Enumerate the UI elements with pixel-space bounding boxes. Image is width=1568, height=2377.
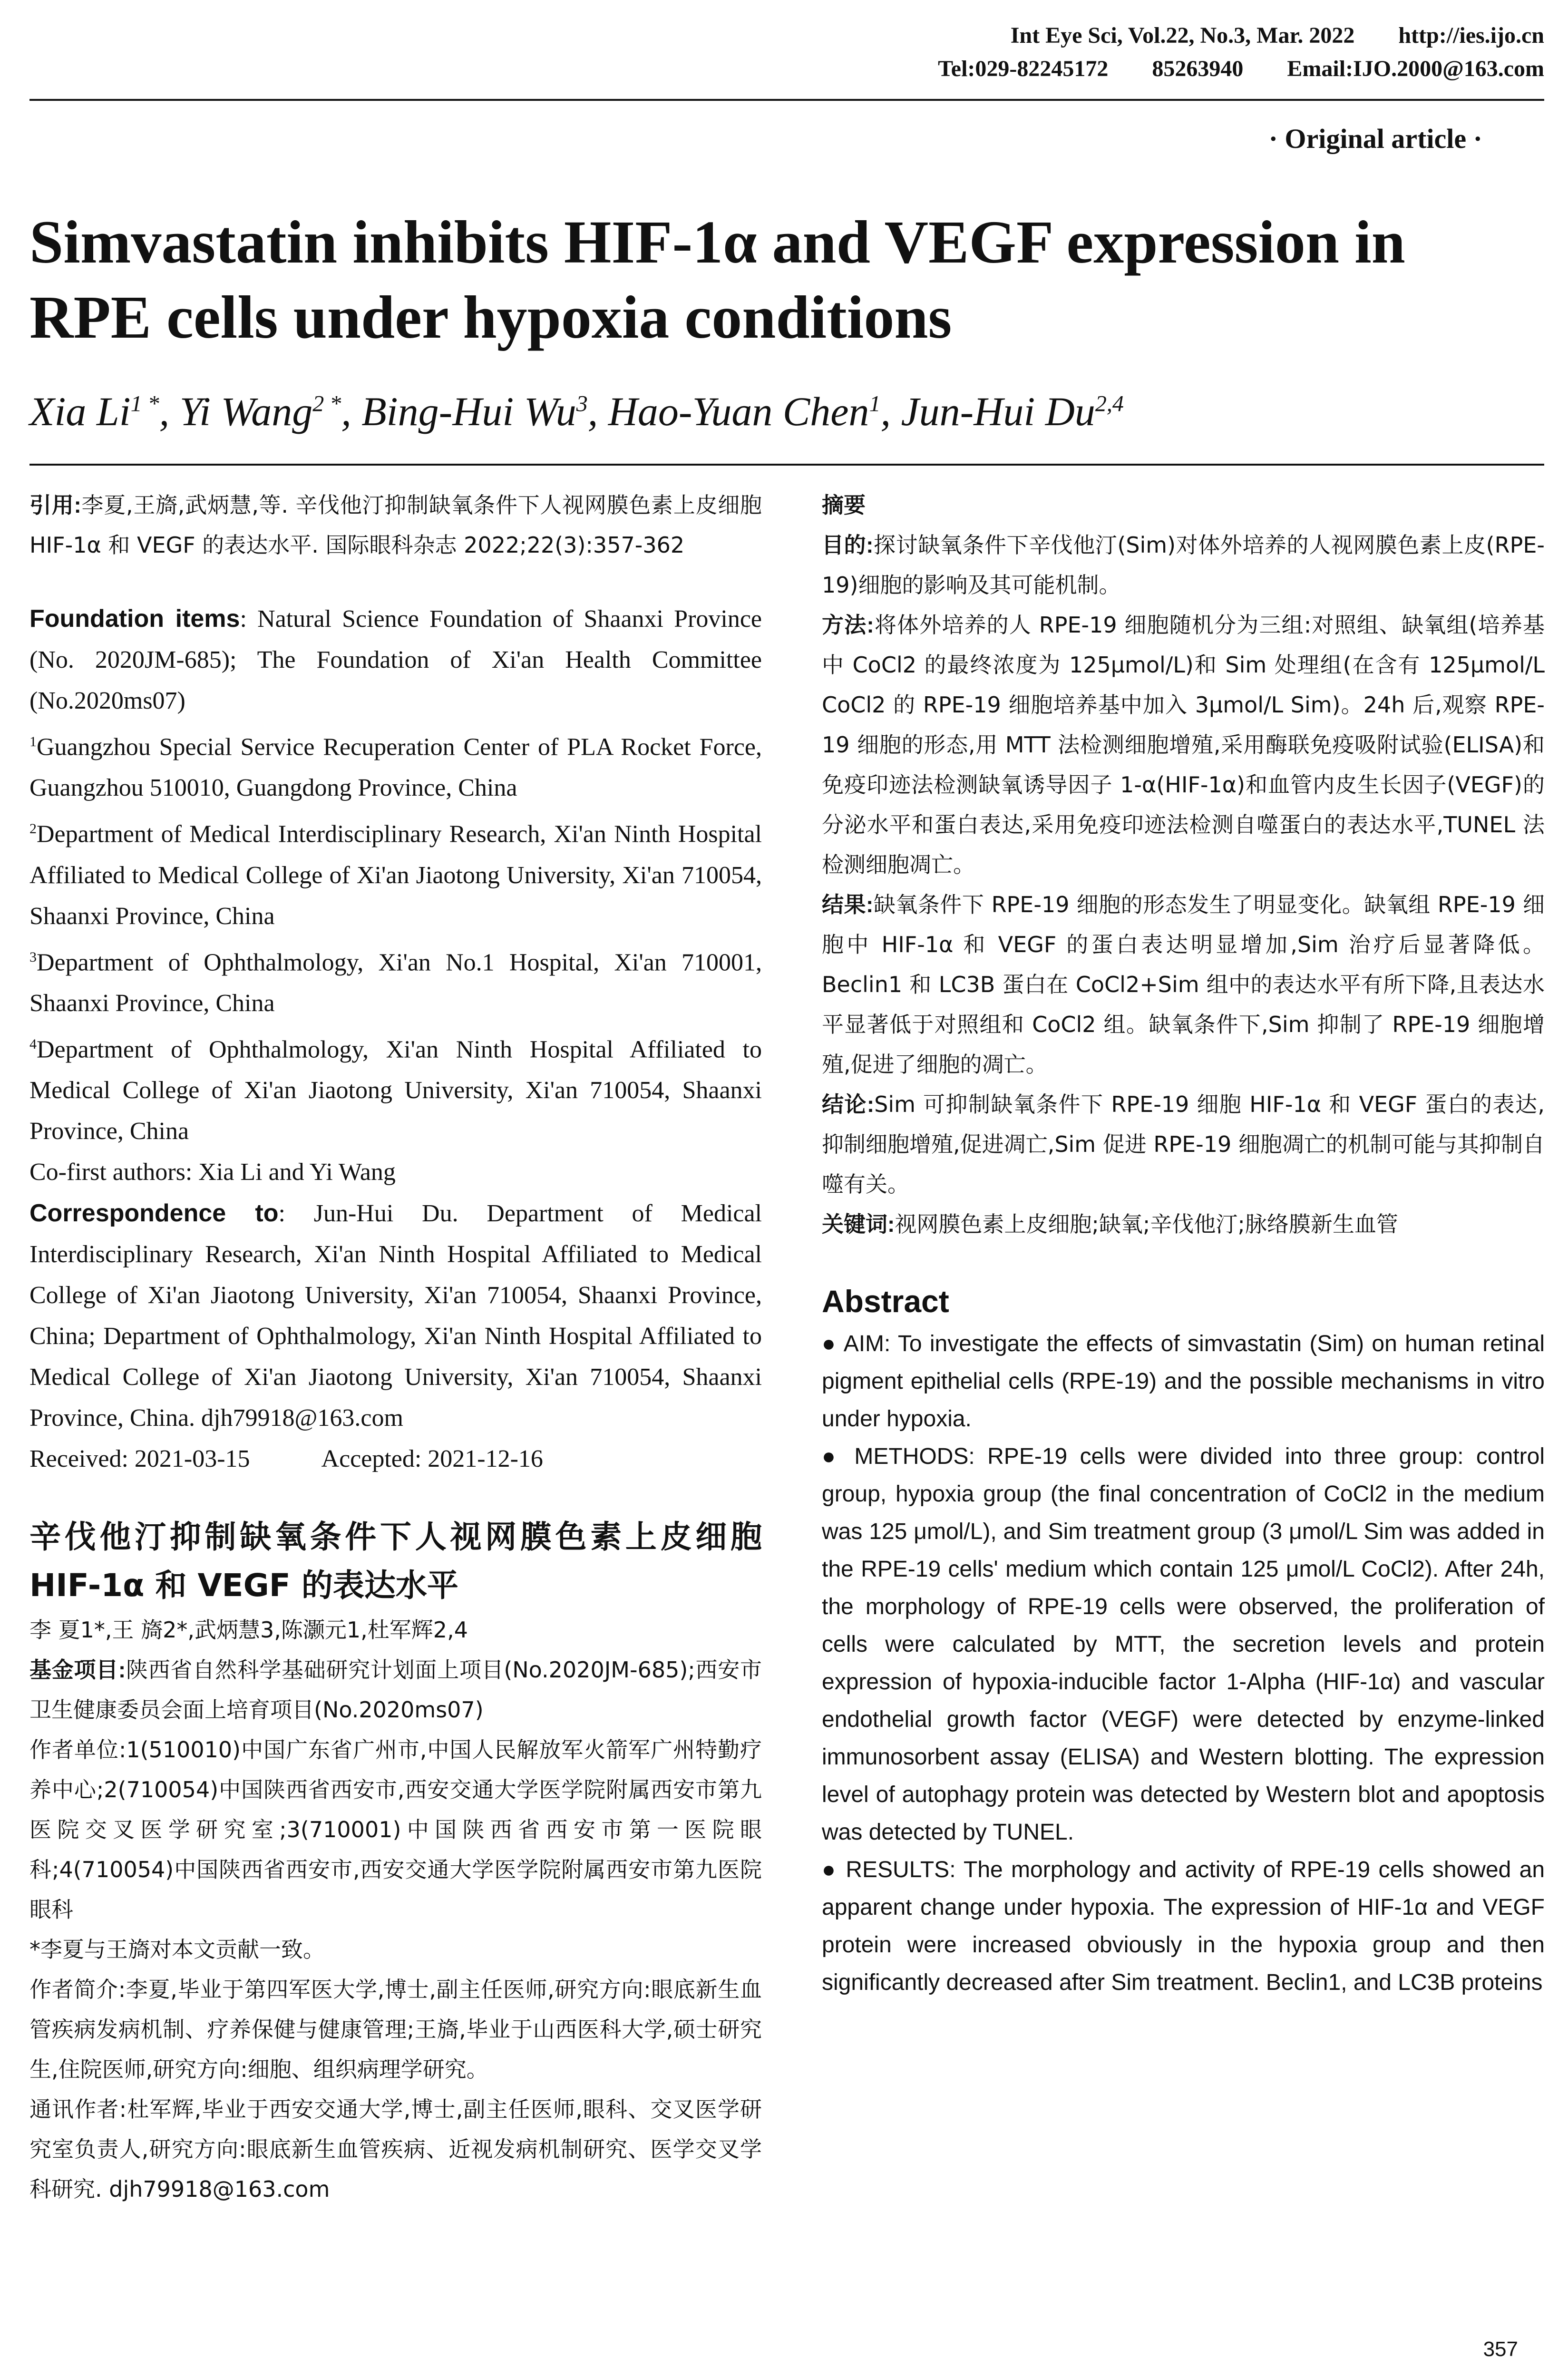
foundation-label: Foundation items — [29, 605, 240, 633]
cn-results-text: 缺氧条件下 RPE-19 细胞的形态发生了明显变化。缺氧组 RPE-19 细胞中 HIF-1α 和 VEGF 的蛋白表达明显增加,Sim 治疗后显著降低。Beclin1 和 LC3B 蛋白在 CoCl2+Sim 组中的表达水平有所下降,且表达水平显著低于对照组和 CoCl2 组。缺氧条件下,Sim 抑制了 RPE-19 细胞增殖,促进了细胞的凋亡。 — [822, 892, 1545, 1077]
author-list: Xia $Li^{1 *}$, Yi Wang$^{2 *}$, Bing-Hui Wu$^3$, Hao-Yuan Chen$^1$, Jun-Hui Du$^{2,4}$ — [29, 389, 1124, 434]
abstract-aim — [822, 1325, 1545, 1438]
affil-text: Guangzhou Special Service Recuperation Center of PLA Rocket Force, Guangzhou 510010, Guangdong Province, China — [29, 733, 762, 802]
affil-sup: 2 — [29, 821, 37, 837]
author-name: Hao-Yuan Chen — [608, 389, 869, 434]
cn-keywords-label: 关键词: — [822, 1212, 895, 1237]
authors-rule — [29, 464, 1544, 466]
dates-row — [29, 1439, 762, 1480]
citation-label: 引用: — [29, 493, 81, 517]
results-text: : The morphology and activity of RPE-19 cells showed an apparent change under hypoxia. The expression of HIF-1α and VEGF protein were increased obviously in the hypoxia group and then significantly decreased after Sim treatment. Beclin1, and LC3B proteins — [822, 1857, 1545, 1995]
affil-text: Department of Ophthalmology, Xi'an Ninth Hospital Affiliated to Medical College of Xi'an Jiaotong University, Xi'an 710054, Shaanxi Province, China — [29, 1036, 762, 1145]
author-sup: 2 * — [312, 391, 341, 417]
cn-conclusion-label: 结论: — [822, 1092, 875, 1117]
cn-keywords — [822, 1204, 1545, 1244]
cn-objective-label: 目的: — [822, 533, 874, 557]
cn-objective-text: 探讨缺氧条件下辛伐他汀(Sim)对体外培养的人视网膜色素上皮(RPE-19)细胞的影响及其可能机制。 — [822, 532, 1545, 598]
page-number: 357 — [1483, 2338, 1518, 2361]
correspondence — [29, 1193, 762, 1439]
journal-tel2: 85263940 — [1152, 56, 1244, 81]
right-column — [822, 485, 1545, 2001]
author-name: Jun-Hui Du — [901, 389, 1095, 434]
affil-sup: 4 — [29, 1036, 37, 1052]
cn-funding-label: 基金项目: — [29, 1657, 126, 1683]
citation — [29, 485, 762, 565]
cn-funding — [29, 1650, 762, 1730]
journal-email[interactable]: Email:IJO.2000@163.com — [1287, 56, 1544, 81]
correspondence-label: Correspondence to — [29, 1199, 279, 1227]
cn-authors: 李 夏1*,王 旖2*,武炳慧3,陈灏元1,杜军辉2,4 — [29, 1617, 468, 1643]
methods-label: ● METHODS — [822, 1444, 969, 1469]
journal-tel: Tel:029-82245172 — [938, 56, 1109, 81]
cn-keywords-text: 视网膜色素上皮细胞;缺氧;辛伐他汀;脉络膜新生血管 — [895, 1211, 1398, 1237]
journal-citation: Int Eye Sci, Vol.22, No.3, Mar. 2022 — [1010, 23, 1355, 48]
affil-sup: 3 — [29, 949, 37, 965]
abstract-heading: Abstract — [822, 1284, 949, 1319]
affiliation — [29, 937, 762, 1024]
aim-text: : To investigate the effects of simvastatin (Sim) on human retinal pigment epithelial cells (RPE-19) and the possible mechanisms in vitro under hypoxia. — [822, 1331, 1545, 1432]
affil-text: Department of Ophthalmology, Xi'an No.1 Hospital, Xi'an 710001, Shaanxi Province, China — [29, 948, 762, 1017]
cn-methods — [822, 605, 1545, 885]
affiliation — [29, 1024, 762, 1152]
cn-results-label: 结果: — [822, 892, 874, 917]
article-title: Simvastatin inhibits HIF-1α and VEGF expression in RPE cells under hypoxia conditions — [29, 208, 1405, 351]
author-sup: 1 — [869, 391, 881, 417]
affil-text: Department of Medical Interdisciplinary Research, Xi'an Ninth Hospital Affiliated to Medical College of Xi'an Jiaotong University, Xi'an 710054, Shaanxi Province, China — [29, 820, 762, 930]
methods-text: : RPE-19 cells were divided into three group: control group, hypoxia group (the final concentration of CoCl2 in the medium was 125 μmol/L), and Sim treatment group (3 μmol/L Sim was added in the RPE-19 cells' medium which contain 125 μmol/L CoCl2). After 24h, the morphology of RPE-19 cells were observed, the proliferation of cells were calculated by MTT, the secretion levels and protein expression of hypoxia-inducible factor 1-Alpha (HIF-1α) and vascular endothelial growth factor (VEGF) were detected by enzyme-linked immunosorbent assay (ELISA) and Western blotting. The expression level of autophagy protein was detected by Western blot and apoptosis was detected by TUNEL. — [822, 1444, 1545, 1845]
journal-header — [938, 19, 1544, 86]
author-name: Xia Li — [29, 389, 131, 434]
cn-methods-label: 方法: — [822, 613, 874, 637]
header-rule — [29, 99, 1544, 101]
accepted-date: Accepted: 2021-12-16 — [321, 1445, 543, 1473]
cofirst-authors: Co-first authors: Xia Li and Yi Wang — [29, 1159, 396, 1186]
citation-text: 李夏,王旖,武炳慧,等. 辛伐他汀抑制缺氧条件下人视网膜色素上皮细胞 HIF-1α 和 VEGF 的表达水平. 国际眼科杂志 2022;22(3):357-362 — [29, 492, 762, 558]
cn-conclusion — [822, 1084, 1545, 1204]
cn-methods-text: 将体外培养的人 RPE-19 细胞随机分为三组:对照组、缺氧组(培养基中 CoCl2 的最终浓度为 125μmol/L)和 Sim 处理组(在含有 125μmol/L CoCl2 的 RPE-19 细胞培养基中加入 3μmol/L Sim)。24h 后,观察 RPE-19 细胞的形态,用 MTT 法检测细胞增殖,采用酶联免疫吸附试验(ELISA)和免疫印迹法检测缺氧诱导因子 1-α(HIF-1α)和血管内皮生长因子(VEGF)的分泌水平和蛋白表达,采用免疫印迹法检测自噬蛋白的表达水平,TUNEL 法检测细胞凋亡。 — [822, 612, 1545, 877]
abstract-results — [822, 1851, 1545, 2001]
correspondence-text: : Jun-Hui Du. Department of Medical Interdisciplinary Research, Xi'an Ninth Hospital Affiliated to Medical College of Xi'an Jiaotong University, Xi'an 710054, Shaanxi Province, China; Department of Ophthalmology, Xi'an Ninth Hospital Affiliated to Medical College of Xi'an Jiaotong University, Xi'an 710054, Shaanxi Province, China. djh79918@163.com — [29, 1200, 762, 1432]
author-sup: 1 * — [130, 391, 159, 417]
author-sup: 2,4 — [1095, 391, 1124, 417]
cn-title: 辛伐他汀抑制缺氧条件下人视网膜色素上皮细胞 HIF-1α 和 VEGF 的表达水平 — [29, 1519, 762, 1604]
cn-corr: 通讯作者:杜军辉,毕业于西安交通大学,博士,副主任医师,眼科、交叉医学研究室负责人,研究方向:眼底新生血管疾病、近视发病机制研究、医学交叉学科研究. djh79918@163.com — [29, 2096, 762, 2202]
cn-objective — [822, 525, 1545, 605]
cn-conclusion-text: Sim 可抑制缺氧条件下 RPE-19 细胞 HIF-1α 和 VEGF 蛋白的表达,抑制细胞增殖,促进凋亡,Sim 促进 RPE-19 细胞凋亡的机制可能与其抑制自噬有关。 — [822, 1091, 1545, 1197]
received-date: Received: 2021-03-15 — [29, 1445, 250, 1473]
foundation-text: : Natural Science Foundation of Shaanxi Province (No. 2020JM-685); The Foundation of Xi'an Health Committee (No.2020ms07) — [29, 605, 762, 714]
cn-results — [822, 885, 1545, 1084]
cn-abstract-heading-text: 摘要 — [822, 493, 866, 517]
foundation-items — [29, 598, 762, 721]
abstract-methods — [822, 1438, 1545, 1851]
left-column — [29, 485, 762, 2209]
results-label: ● RESULTS — [822, 1857, 950, 1882]
affil-sup: 1 — [29, 734, 37, 750]
author-name: Yi Wang — [179, 389, 313, 434]
cn-bio: 作者简介:李夏,毕业于第四军医大学,博士,副主任医师,研究方向:眼底新生血管疾病发病机制、疗养保健与健康管理;王旖,毕业于山西医科大学,硕士研究生,住院医师,研究方向:细胞、组织病理学研究。 — [29, 1977, 762, 2083]
journal-url[interactable]: http://ies.ijo.cn — [1398, 23, 1544, 48]
affiliation — [29, 809, 762, 936]
cn-funding-text: 陕西省自然科学基础研究计划面上项目(No.2020JM-685);西安市卫生健康委员会面上培育项目(No.2020ms07) — [29, 1657, 762, 1723]
article-type: · Original article · — [1268, 123, 1482, 154]
aim-label: ● AIM — [822, 1331, 885, 1356]
cn-equal: *李夏与王旖对本文贡献一致。 — [29, 1937, 325, 1963]
author-name: Bing-Hui Wu — [361, 389, 576, 434]
author-sup: 3 — [576, 391, 588, 417]
affiliation — [29, 721, 762, 809]
cn-units: 作者单位:1(510010)中国广东省广州市,中国人民解放军火箭军广州特勤疗养中心;2(710054)中国陕西省西安市,西安交通大学医学院附属西安市第九医院交叉医学研究室;3(710001)中国陕西省西安市第一医院眼科;4(710054)中国陕西省西安市,西安交通大学医学院附属西安市第九医院眼科 — [29, 1737, 762, 1923]
cn-abstract-heading — [822, 485, 1545, 525]
